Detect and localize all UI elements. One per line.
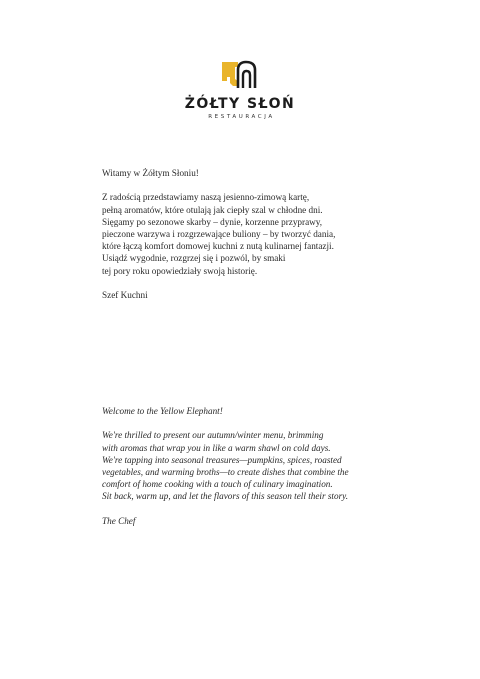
polish-body-line: pieczone warzywa i rozgrzewające buliony – by tworzyć dania, [102, 229, 336, 239]
polish-body-line: które łączą komfort domowej kuchni z nutą kulinarnej fantazji. [102, 241, 334, 252]
english-letter [102, 405, 442, 527]
polish-body-line: Z radością przedstawiamy naszą jesienno-zimową kartę, [102, 192, 310, 203]
polish-body-line: pełną aromatów, które otulają jak ciepły szal w chłodne dni. [102, 204, 323, 215]
english-body-line: Sit back, warm up, and let the flavors of this season tell their story. [102, 491, 349, 502]
english-body-line: We're tapping into seasonal treasures—pumpkins, spices, roasted [102, 454, 342, 465]
polish-body-line: Sięgamy po sezonowe skarby – dynie, korzenne przyprawy, [102, 216, 323, 227]
english-body-line: We're thrilled to present our autumn/winter menu, brimming [102, 430, 324, 441]
elephant-logo-icon [219, 58, 261, 92]
brand-name: ŻÓŁTY SŁOŃ [184, 96, 296, 112]
restaurant-logo [0, 58, 480, 121]
polish-body-line: tej pory roku opowiedziały swoją historię. [102, 265, 258, 276]
polish-greeting: Witamy w Żółtym Słoniu! [102, 168, 199, 178]
polish-body [102, 191, 442, 276]
english-signature: The Chef [102, 515, 136, 526]
polish-letter [102, 167, 442, 301]
english-greeting: Welcome to the Yellow Elephant! [102, 406, 223, 416]
english-body [102, 429, 442, 502]
english-body-line: comfort of home cooking with a touch of culinary imagination. [102, 479, 333, 490]
english-body-line: with aromas that wrap you in like a warm shawl on cold days. [102, 442, 331, 453]
polish-body-line: Usiądź wygodnie, rozgrzej się i pozwól, by smaki [102, 253, 286, 264]
brand-subtitle: RESTAURACJA [208, 114, 275, 120]
polish-signature: Szef Kuchni [102, 290, 148, 300]
english-body-line: vegetables, and warming broths—to create dishes that combine the [102, 467, 349, 477]
